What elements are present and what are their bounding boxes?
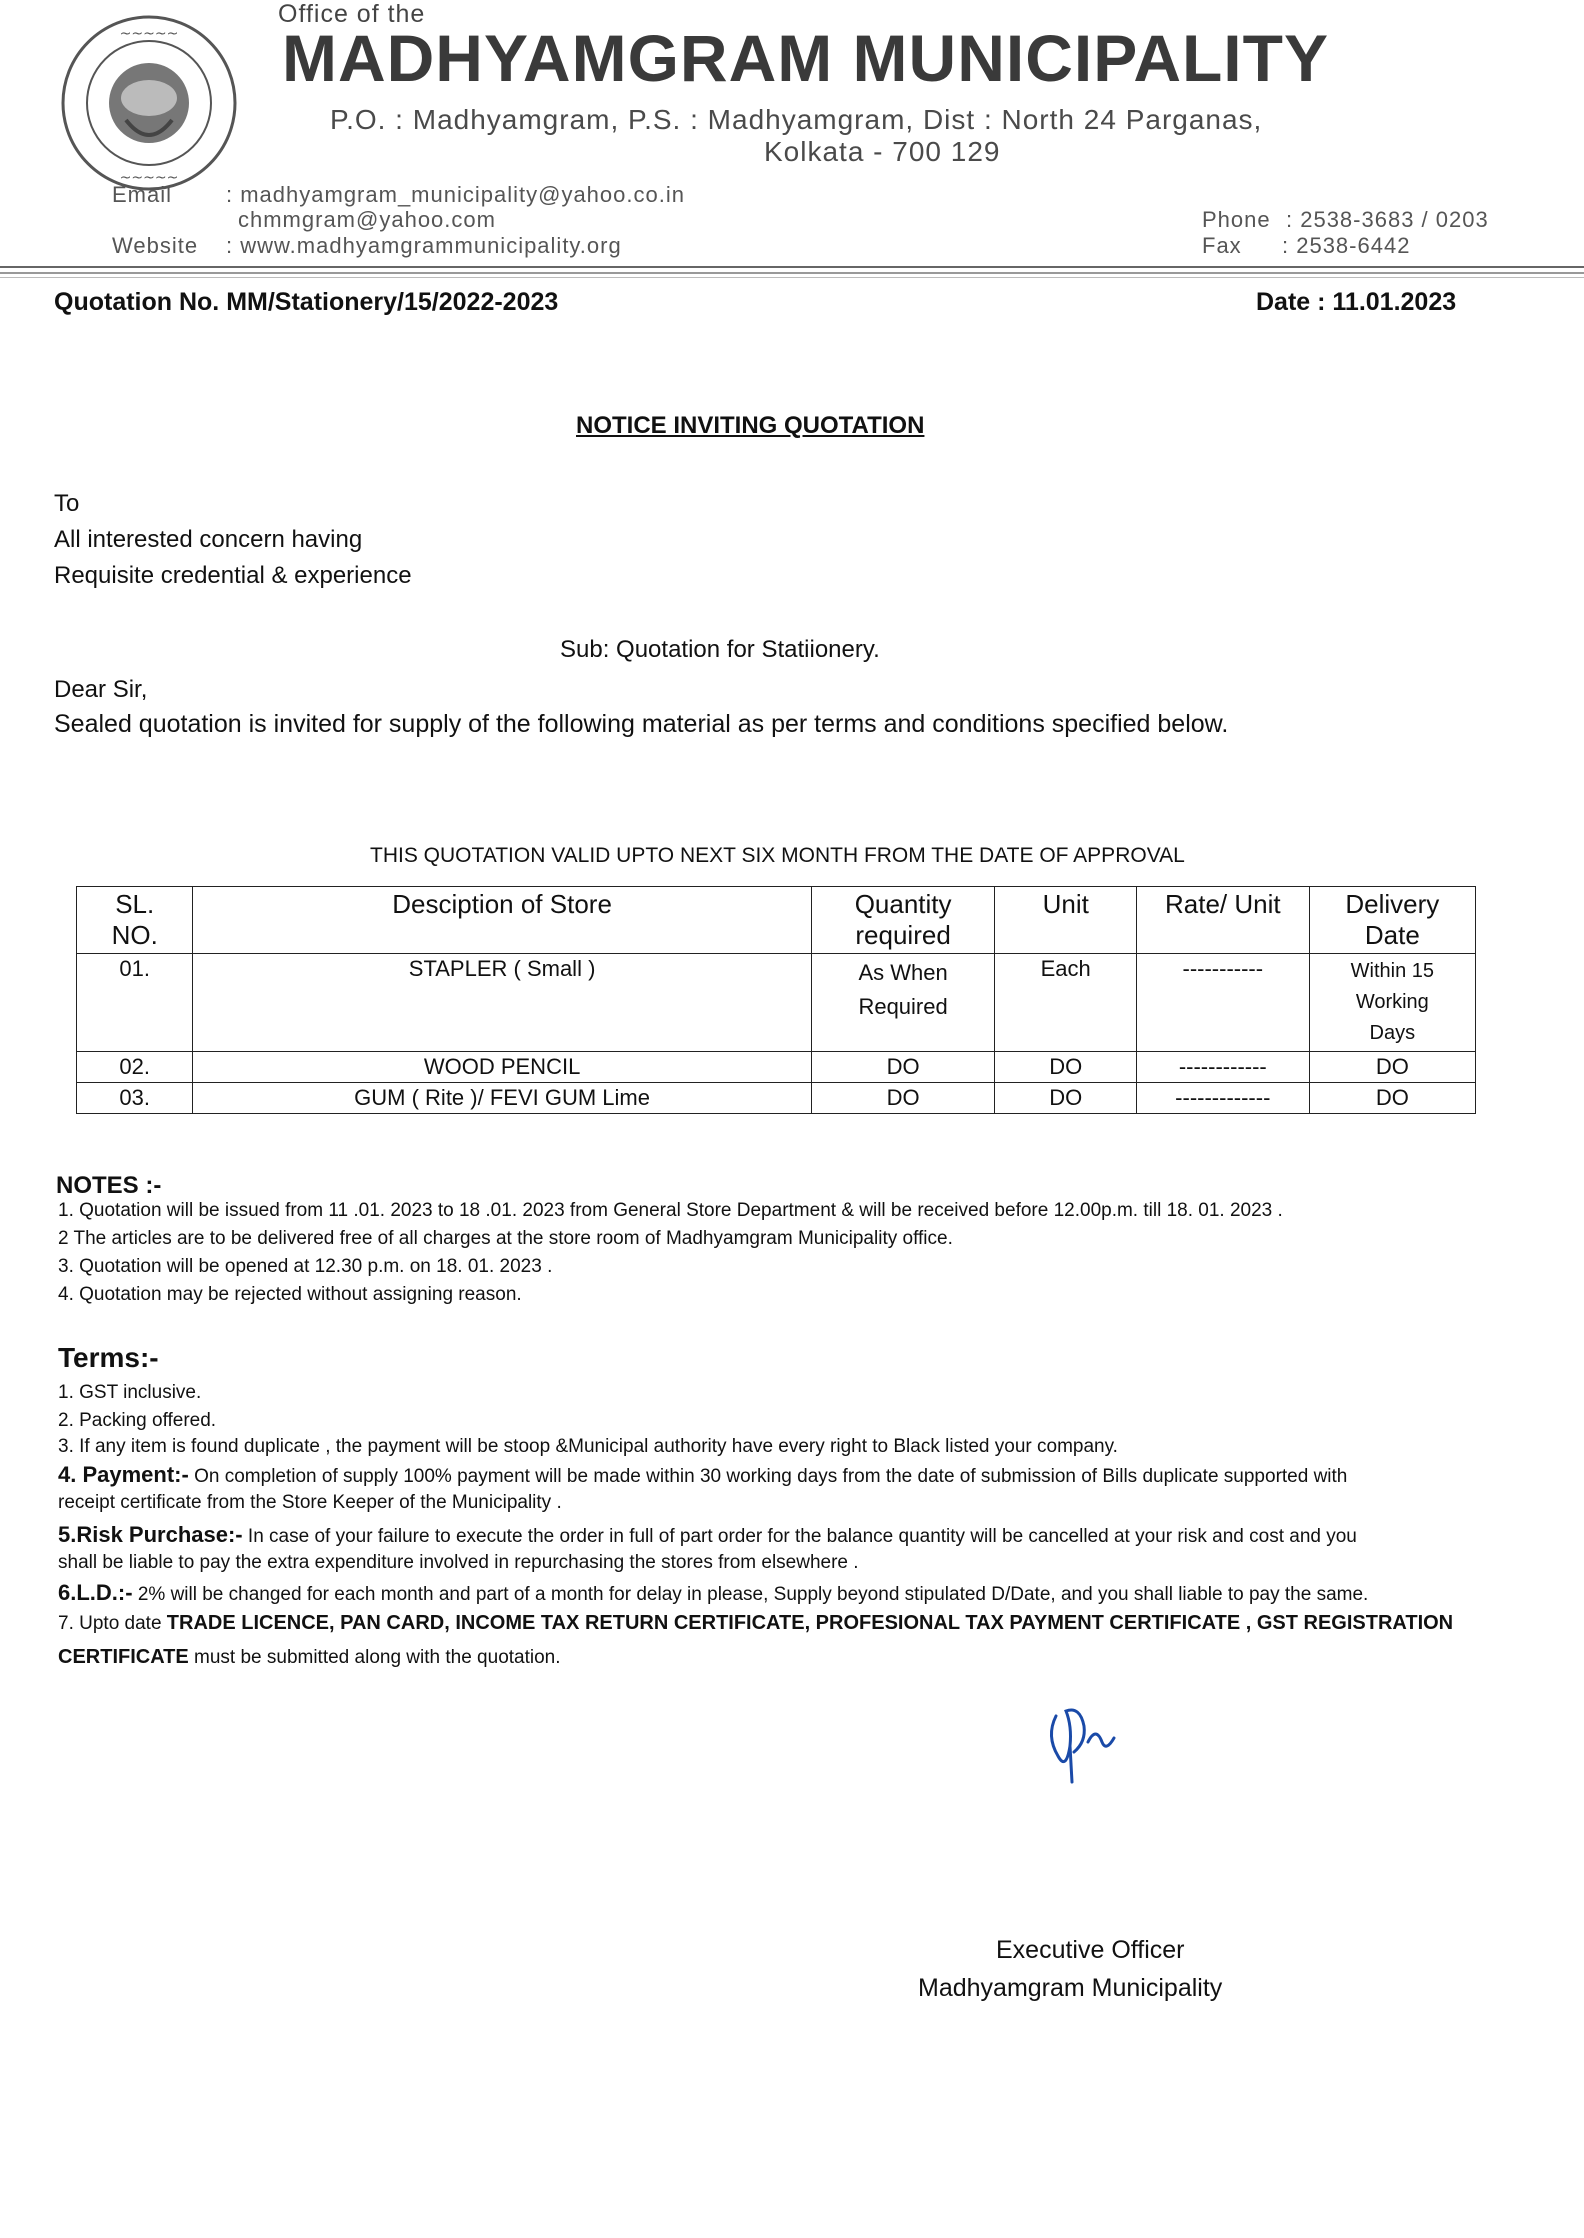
header-office-of: Office of the bbox=[278, 0, 426, 28]
website-label: Website bbox=[112, 233, 199, 258]
cell-unit: DO bbox=[995, 1083, 1137, 1114]
intro-paragraph: Sealed quotation is invited for supply of the following material as per terms and conditions specified below. bbox=[54, 710, 1229, 738]
cell-sl: 01. bbox=[77, 954, 193, 1052]
cell-rate: ------------ bbox=[1136, 1052, 1309, 1083]
subject-line: Sub: Quotation for Statiionery. bbox=[560, 636, 880, 663]
header-divider-3 bbox=[0, 277, 1584, 278]
cell-delivery: DO bbox=[1309, 1052, 1475, 1083]
cell-quantity: DO bbox=[811, 1083, 995, 1114]
term-3: 3. If any item is found duplicate , the payment will be stoop &Municipal authority have every right to Black listed your company. bbox=[58, 1436, 1118, 1457]
items-table bbox=[76, 886, 1476, 1114]
header-description: Desciption of Store bbox=[193, 887, 811, 954]
quotation-date: Date : 11.01.2023 bbox=[1256, 288, 1457, 316]
notes-title: NOTES :- bbox=[56, 1172, 162, 1199]
term-6 bbox=[58, 1580, 1368, 1606]
quotation-number: Quotation No. MM/Stationery/15/2022-2023 bbox=[54, 288, 559, 316]
signature-icon bbox=[1036, 1696, 1146, 1786]
cell-quantity: As When Required bbox=[811, 954, 995, 1052]
term-4 bbox=[58, 1462, 1347, 1488]
header-quantity: Quantity required bbox=[811, 887, 995, 954]
term-4-label: 4. Payment:- bbox=[58, 1462, 189, 1487]
term-7 bbox=[58, 1612, 1453, 1635]
term-5-label: 5.Risk Purchase:- bbox=[58, 1522, 243, 1547]
table-row bbox=[77, 1052, 1476, 1083]
cell-sl: 03. bbox=[77, 1083, 193, 1114]
term-7-documents: TRADE LICENCE, PAN CARD, INCOME TAX RETURN CERTIFICATE, PROFESIONAL TAX PAYMENT CERTIFICATE , GST REGISTRATION bbox=[166, 1612, 1454, 1634]
term-6-label: 6.L.D.:- bbox=[58, 1580, 133, 1605]
cell-rate: ----------- bbox=[1136, 954, 1309, 1052]
header-divider bbox=[0, 266, 1584, 268]
notice-title: NOTICE INVITING QUOTATION bbox=[576, 412, 925, 439]
term-7-cont-bold: CERTIFICATE bbox=[58, 1646, 189, 1668]
terms-title: Terms:- bbox=[58, 1342, 159, 1373]
cell-unit: Each bbox=[995, 954, 1137, 1052]
cell-description: GUM ( Rite )/ FEVI GUM Lime bbox=[193, 1083, 811, 1114]
note-item-2: 2 The articles are to be delivered free of all charges at the store room of Madhyamgram Municipality office. bbox=[58, 1228, 953, 1249]
website-value: : www.madhyamgrammunicipality.org bbox=[226, 233, 622, 258]
svg-text:~~~~~: ~~~~~ bbox=[119, 170, 179, 186]
term-5 bbox=[58, 1522, 1357, 1548]
header-address-line2: Kolkata - 700 129 bbox=[764, 136, 1001, 167]
header-divider-2 bbox=[0, 272, 1584, 274]
header-address-line1: P.O. : Madhyamgram, P.S. : Madhyamgram, Dist : North 24 Parganas, bbox=[330, 104, 1263, 135]
cell-description: WOOD PENCIL bbox=[193, 1052, 811, 1083]
validity-statement: THIS QUOTATION VALID UPTO NEXT SIX MONTH FROM THE DATE OF APPROVAL bbox=[370, 844, 1185, 867]
email-secondary: chmmgram@yahoo.com bbox=[238, 207, 496, 232]
addressee-to: To bbox=[54, 490, 80, 517]
term-7-cont-text: must be submitted along with the quotation. bbox=[188, 1647, 561, 1668]
term-4-text: On completion of supply 100% payment will be made within 30 working days from the date of submission of Bills duplicate supported with bbox=[188, 1466, 1348, 1487]
phone-label: Phone bbox=[1202, 207, 1271, 232]
note-item-1: 1. Quotation will be issued from 11 .01. 2023 to 18 .01. 2023 from General Store Department & will be received before 12.00p.m. till 18. 01. 2023 . bbox=[58, 1200, 1283, 1221]
header-delivery: Delivery Date bbox=[1309, 887, 1475, 954]
term-5-text: In case of your failure to execute the order in full of part order for the balance quantity will be cancelled at your risk and cost and you bbox=[242, 1526, 1357, 1547]
signatory-organization: Madhyamgram Municipality bbox=[918, 1974, 1223, 2002]
addressee-line2: Requisite credential & experience bbox=[54, 562, 412, 589]
cell-quantity: DO bbox=[811, 1052, 995, 1083]
fax-value: : 2538-6442 bbox=[1282, 233, 1411, 258]
header-unit: Unit bbox=[995, 887, 1137, 954]
note-item-4: 4. Quotation may be rejected without assigning reason. bbox=[58, 1284, 522, 1305]
term-1: 1. GST inclusive. bbox=[58, 1382, 202, 1403]
cell-unit: DO bbox=[995, 1052, 1137, 1083]
cell-description: STAPLER ( Small ) bbox=[193, 954, 811, 1052]
addressee-line1: All interested concern having bbox=[54, 526, 363, 553]
term-4-continued: receipt certificate from the Store Keeper of the Municipality . bbox=[58, 1492, 562, 1513]
note-item-3: 3. Quotation will be opened at 12.30 p.m. on 18. 01. 2023 . bbox=[58, 1256, 553, 1277]
cell-sl: 02. bbox=[77, 1052, 193, 1083]
email-primary: : madhyamgram_municipality@yahoo.co.in bbox=[226, 182, 685, 207]
term-5-continued: shall be liable to pay the extra expenditure involved in repurchasing the stores from elsewhere . bbox=[58, 1552, 859, 1573]
salutation: Dear Sir, bbox=[54, 676, 148, 703]
table-row bbox=[77, 954, 1476, 1052]
cell-rate: ------------- bbox=[1136, 1083, 1309, 1114]
fax-label: Fax bbox=[1202, 233, 1242, 258]
term-7-prefix: 7. Upto date bbox=[58, 1613, 167, 1634]
signatory-designation: Executive Officer bbox=[996, 1936, 1185, 1964]
term-6-text: 2% will be changed for each month and part of a month for delay in please, Supply beyond stipulated D/Date, and you shall liable to pay the same. bbox=[132, 1584, 1369, 1605]
table-row bbox=[77, 1083, 1476, 1114]
header-title: MADHYAMGRAM MUNICIPALITY bbox=[282, 21, 1329, 95]
header-rate: Rate/ Unit bbox=[1136, 887, 1309, 954]
cell-delivery: DO bbox=[1309, 1083, 1475, 1114]
term-2: 2. Packing offered. bbox=[58, 1410, 217, 1431]
municipality-seal-icon bbox=[56, 10, 242, 196]
svg-text:~~~~~: ~~~~~ bbox=[119, 26, 179, 42]
email-label: Email bbox=[112, 182, 173, 207]
phone-value: : 2538-3683 / 0203 bbox=[1286, 207, 1489, 232]
term-7-continued bbox=[58, 1646, 561, 1669]
cell-delivery: Within 15 Working Days bbox=[1309, 954, 1475, 1052]
header-sl: SL. NO. bbox=[77, 887, 193, 954]
table-header-row bbox=[77, 887, 1476, 954]
